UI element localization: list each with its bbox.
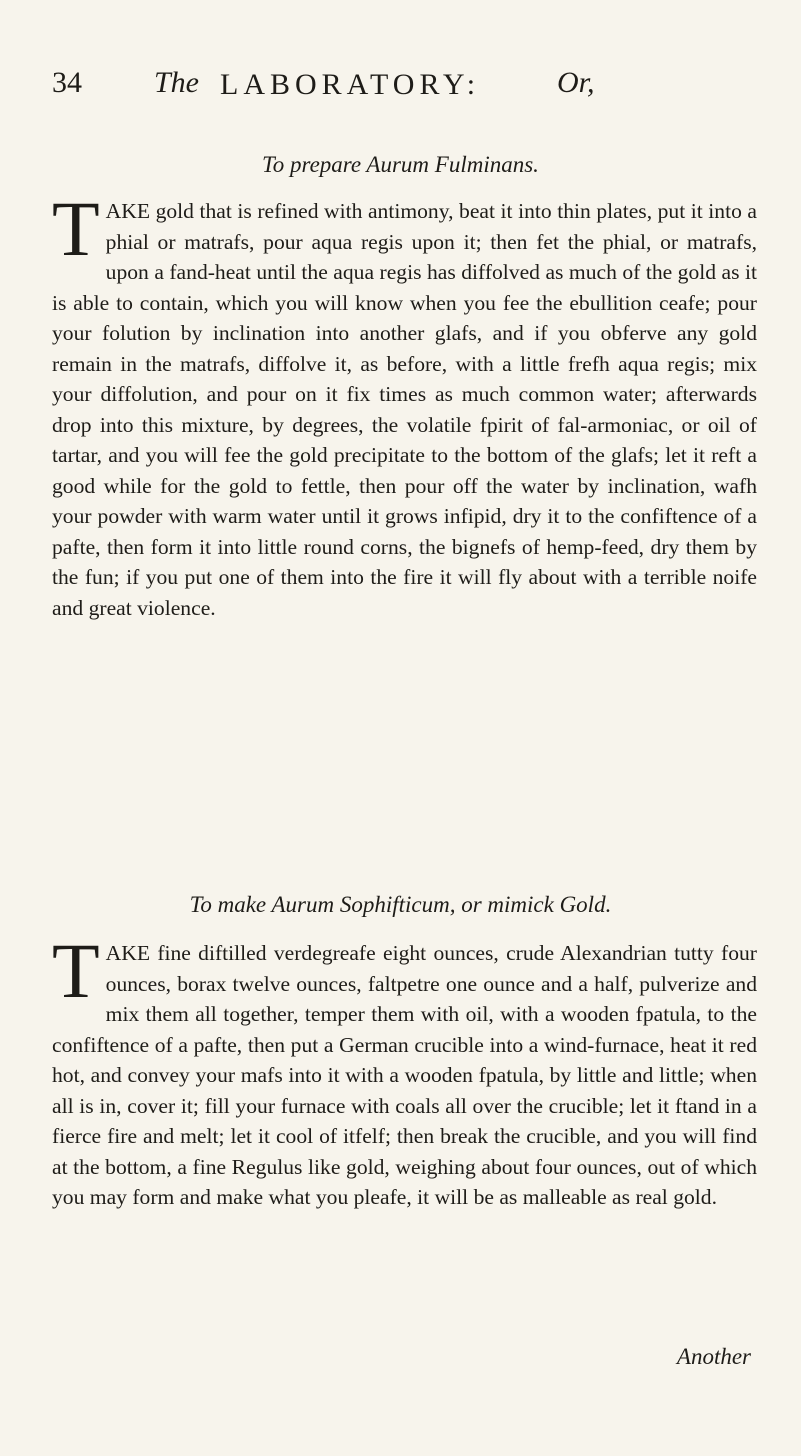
page-number: 34 bbox=[52, 66, 82, 99]
running-head-or: Or, bbox=[557, 66, 595, 99]
catchword: Another bbox=[676, 1344, 751, 1369]
section-title-aurum-sophisticum: To make Aurum Sophifticum, or mimick Gold. bbox=[189, 892, 612, 917]
paragraph-aurum-sophisticum bbox=[52, 927, 757, 1213]
section-title-aurum-fulminans: To prepare Aurum Fulminans. bbox=[262, 152, 539, 177]
running-head-the: The bbox=[154, 66, 199, 99]
running-head bbox=[52, 62, 752, 106]
drop-cap: T bbox=[52, 185, 100, 272]
paragraph-text: AKE fine diftilled verdegreafe eight ounces, crude Alexandrian tutty four ounces, borax twelve ounces, faltpetre one ounce and a half, pulverize and mix them all together, temper them with oil, with a wooden fpatula, to the confiftence of a pafte, then put a German crucible into a wind-furnace, heat it red hot, and convey your mafs into it with a wooden fpatula, by little and little; when all is in, cover it; fill your furnace with coals all over the crucible; let it ftand in a fierce fire and melt; let it cool of itfelf; then break the crucible, and you will find at the bottom, a fine Regulus like gold, weighing about four ounces, out of which you may form and make what you pleafe, it will be as malleable as real gold. bbox=[52, 941, 757, 1209]
paragraph-text: AKE gold that is refined with antimony, beat it into thin plates, put it into a phial or matrafs, pour aqua regis upon it; then fet the phial, or matrafs, upon a fand-heat until the aqua regis has diffolved as much of the gold as it is able to contain, which you will know when you fee the ebullition ceafe; pour your folution by inclination into another glafs, and if you obferve any gold remain in the matrafs, diffolve it, as before, with a little frefh aqua regis; mix your diffolution, and pour on it fix times as much common water; afterwards drop into this mixture, by degrees, the volatile fpirit of fal-armoniac, or oil of tartar, and you will fee the gold precipitate to the bottom of the glafs; let it reft a good while for the gold to fettle, then pour off the water by inclination, wafh your powder with warm water until it grows infipid, dry it to the confiftence of a pafte, then form it into little round corns, the bignefs of hemp-feed, dry them by the fun; if you put one of them into the fire it will fly about with a terrible noife and great violence. bbox=[52, 199, 757, 620]
running-head-laboratory: LABORATORY: bbox=[220, 68, 481, 101]
drop-cap: T bbox=[52, 927, 100, 1014]
paragraph-aurum-fulminans bbox=[52, 185, 757, 623]
